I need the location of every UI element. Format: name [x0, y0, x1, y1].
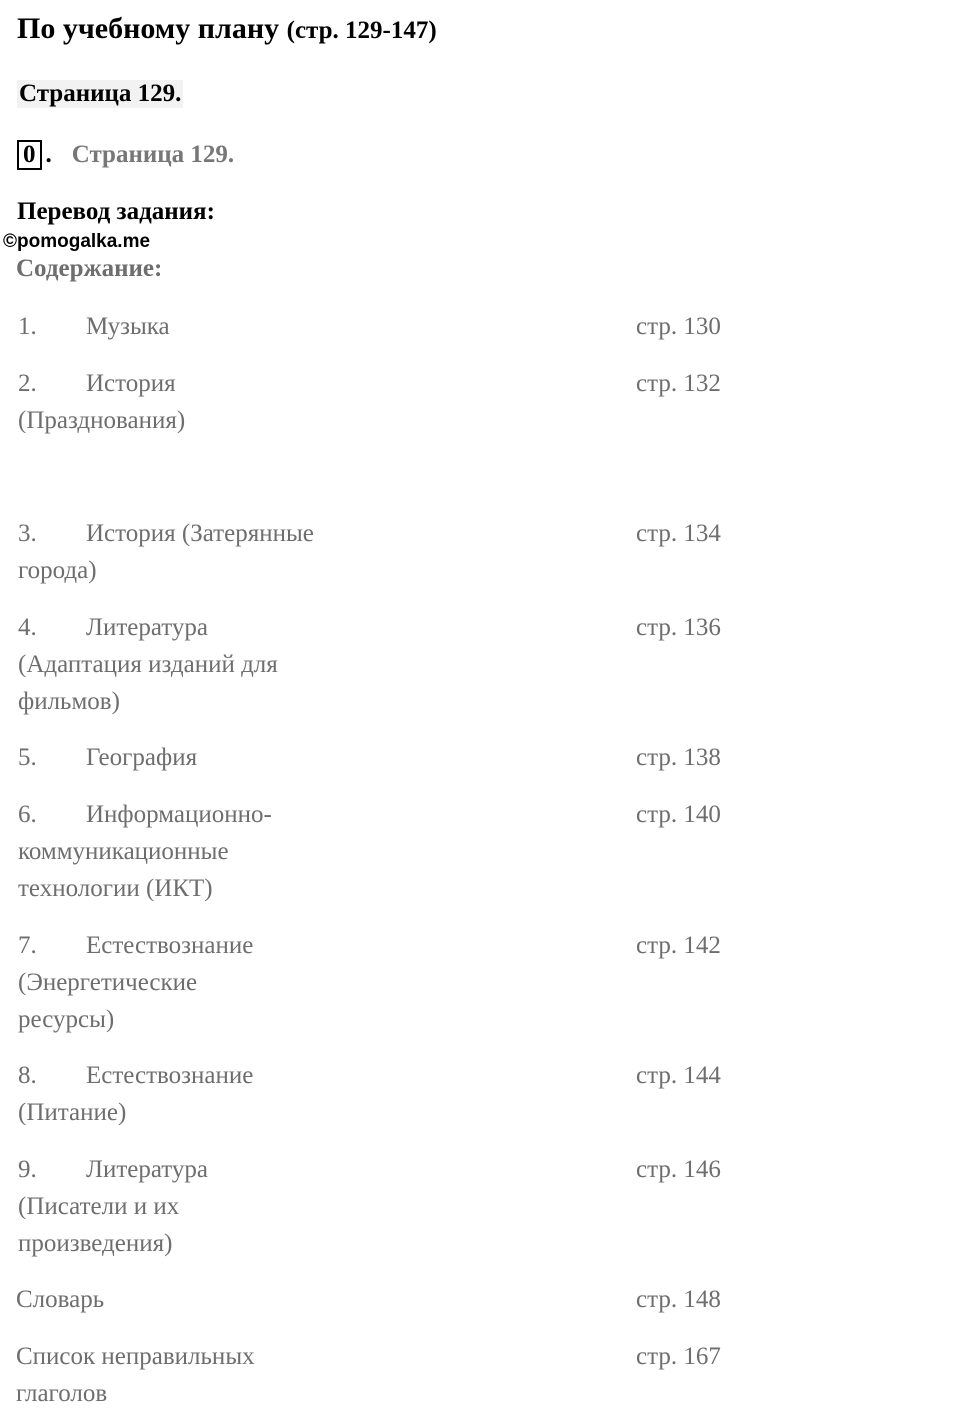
toc-item-number: 6. [18, 801, 37, 828]
toc-item-subtitle: (Адаптация изданий для фильмов) [18, 651, 278, 715]
toc-item-number: 4. [18, 614, 37, 641]
translation-heading: Перевод задания: [17, 198, 215, 225]
toc-item-title: Словарь [16, 1286, 105, 1313]
toc-item-title: Естествознание [86, 1062, 254, 1089]
toc-item-number: 5. [18, 744, 37, 771]
toc-item-page: стр. 140 [636, 801, 721, 828]
toc-item-subtitle: глаголов [16, 1380, 108, 1407]
page-heading: Страница 129. [19, 80, 182, 107]
toc-item-page: стр. 167 [636, 1343, 721, 1370]
task-label: Страница 129. [71, 141, 235, 168]
toc-item-page: стр. 144 [636, 1062, 721, 1089]
watermark: ©pomogalka.me [3, 231, 151, 252]
toc-item-title: Литература [86, 1156, 208, 1183]
toc-item-page: стр. 142 [636, 932, 721, 959]
toc-item-number: 3. [18, 520, 37, 547]
toc-item-title: Литература [86, 614, 208, 641]
toc-item-title: История [86, 520, 176, 547]
toc-item-page: стр. 148 [636, 1286, 721, 1313]
toc-item-subtitle: (Затерянные города) [18, 520, 314, 584]
title-main: По учебному плану [17, 12, 280, 45]
toc-item-page: стр. 138 [636, 744, 721, 771]
toc-item-subtitle: (Энергетические ресурсы) [18, 969, 198, 1033]
toc-item-title: Список неправильных [16, 1343, 255, 1370]
toc-item-subtitle: (Писатели и их произведения) [18, 1193, 180, 1257]
toc-item-page: стр. 146 [636, 1156, 721, 1183]
toc-item-title: Музыка [86, 313, 170, 340]
toc-item-title: География [86, 744, 198, 771]
toc-item-title: Естествознание [86, 932, 254, 959]
toc-item-page: стр. 134 [636, 520, 721, 547]
toc-item-number: 8. [18, 1062, 37, 1089]
toc-item-title: Информационно- [86, 801, 272, 828]
title-pages: (стр. 129-147) [286, 17, 437, 44]
toc-item-subtitle: (Питание) [18, 1099, 127, 1126]
task-number-dot: . [45, 141, 52, 168]
toc-item-page: стр. 136 [636, 614, 721, 641]
toc-item-number: 9. [18, 1156, 37, 1183]
toc-item-page: стр. 130 [636, 313, 721, 340]
contents-heading: Содержание: [16, 255, 163, 282]
task-row [17, 140, 234, 170]
toc-item-title: История [86, 370, 176, 397]
toc-item-number: 2. [18, 370, 37, 397]
toc-item-page: стр. 132 [636, 370, 721, 397]
toc-item-number: 7. [18, 932, 37, 959]
toc-item-number: 1. [18, 313, 37, 340]
task-number-box: 0 [17, 140, 42, 170]
toc-item-subtitle: (Празднования) [18, 407, 186, 434]
toc-item-subtitle: коммуникационные технологии (ИКТ) [18, 838, 229, 902]
page-title [17, 12, 437, 46]
